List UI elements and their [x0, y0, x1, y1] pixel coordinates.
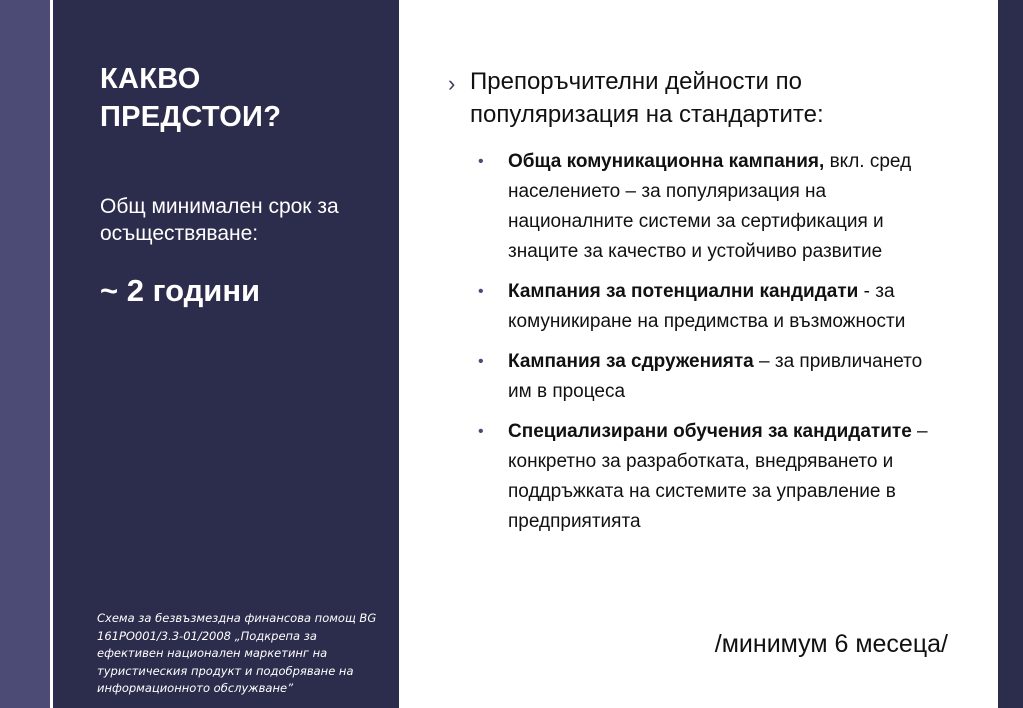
- list-item: [478, 417, 938, 537]
- main-point: Препоръчителни дейности по популяризация на стандартите:: [470, 68, 824, 128]
- list-item-heading: Обща комуникационна кампания,: [508, 151, 825, 172]
- list-item-heading: Кампания за потенциални кандидати: [508, 281, 859, 302]
- funding-footnote: Схема за безвъзмездна финансова помощ BG 161PO001/3.3-01/2008 „Подкрепа за ефективен национален маркетинг на туристическия продукт и подобряване на информационното обслужване”: [97, 611, 377, 695]
- chevron-right-icon: ›: [448, 71, 456, 96]
- list-item: [478, 347, 938, 407]
- sidebar-panel: [53, 0, 399, 708]
- list-item: [478, 277, 938, 337]
- activity-list: [478, 147, 938, 547]
- bullet-dot-icon: •: [478, 423, 484, 440]
- content-area: [440, 0, 990, 708]
- bullet-dot-icon: •: [478, 153, 484, 170]
- list-item-heading: Кампания за сдруженията: [508, 351, 754, 372]
- right-accent-strip: [998, 0, 1023, 708]
- left-accent-strip: [0, 0, 50, 708]
- list-item-text: - за комуникиране на предимства и възможности: [508, 281, 906, 332]
- bullet-dot-icon: •: [478, 283, 484, 300]
- bullet-dot-icon: •: [478, 353, 484, 370]
- slide-title: КАКВО ПРЕДСТОИ?: [100, 63, 282, 133]
- list-item-text: – конкретно за разработката, внедряването и поддръжката на системите за управление в предприятията: [508, 421, 928, 532]
- list-item-text: – за привличането им в процеса: [508, 351, 923, 402]
- list-item-heading: Специализирани обучения за кандидатите: [508, 421, 912, 442]
- term-label: Общ минимален срок за осъществяване:: [100, 195, 339, 245]
- term-value: ~ 2 години: [100, 273, 261, 308]
- list-item: [478, 147, 938, 267]
- minimum-duration-note: /минимум 6 месеца/: [714, 630, 948, 658]
- list-item-text: вкл. сред населението – за популяризация на националните системи за сертификация и знаците за качество и устойчиво развитие: [508, 151, 912, 262]
